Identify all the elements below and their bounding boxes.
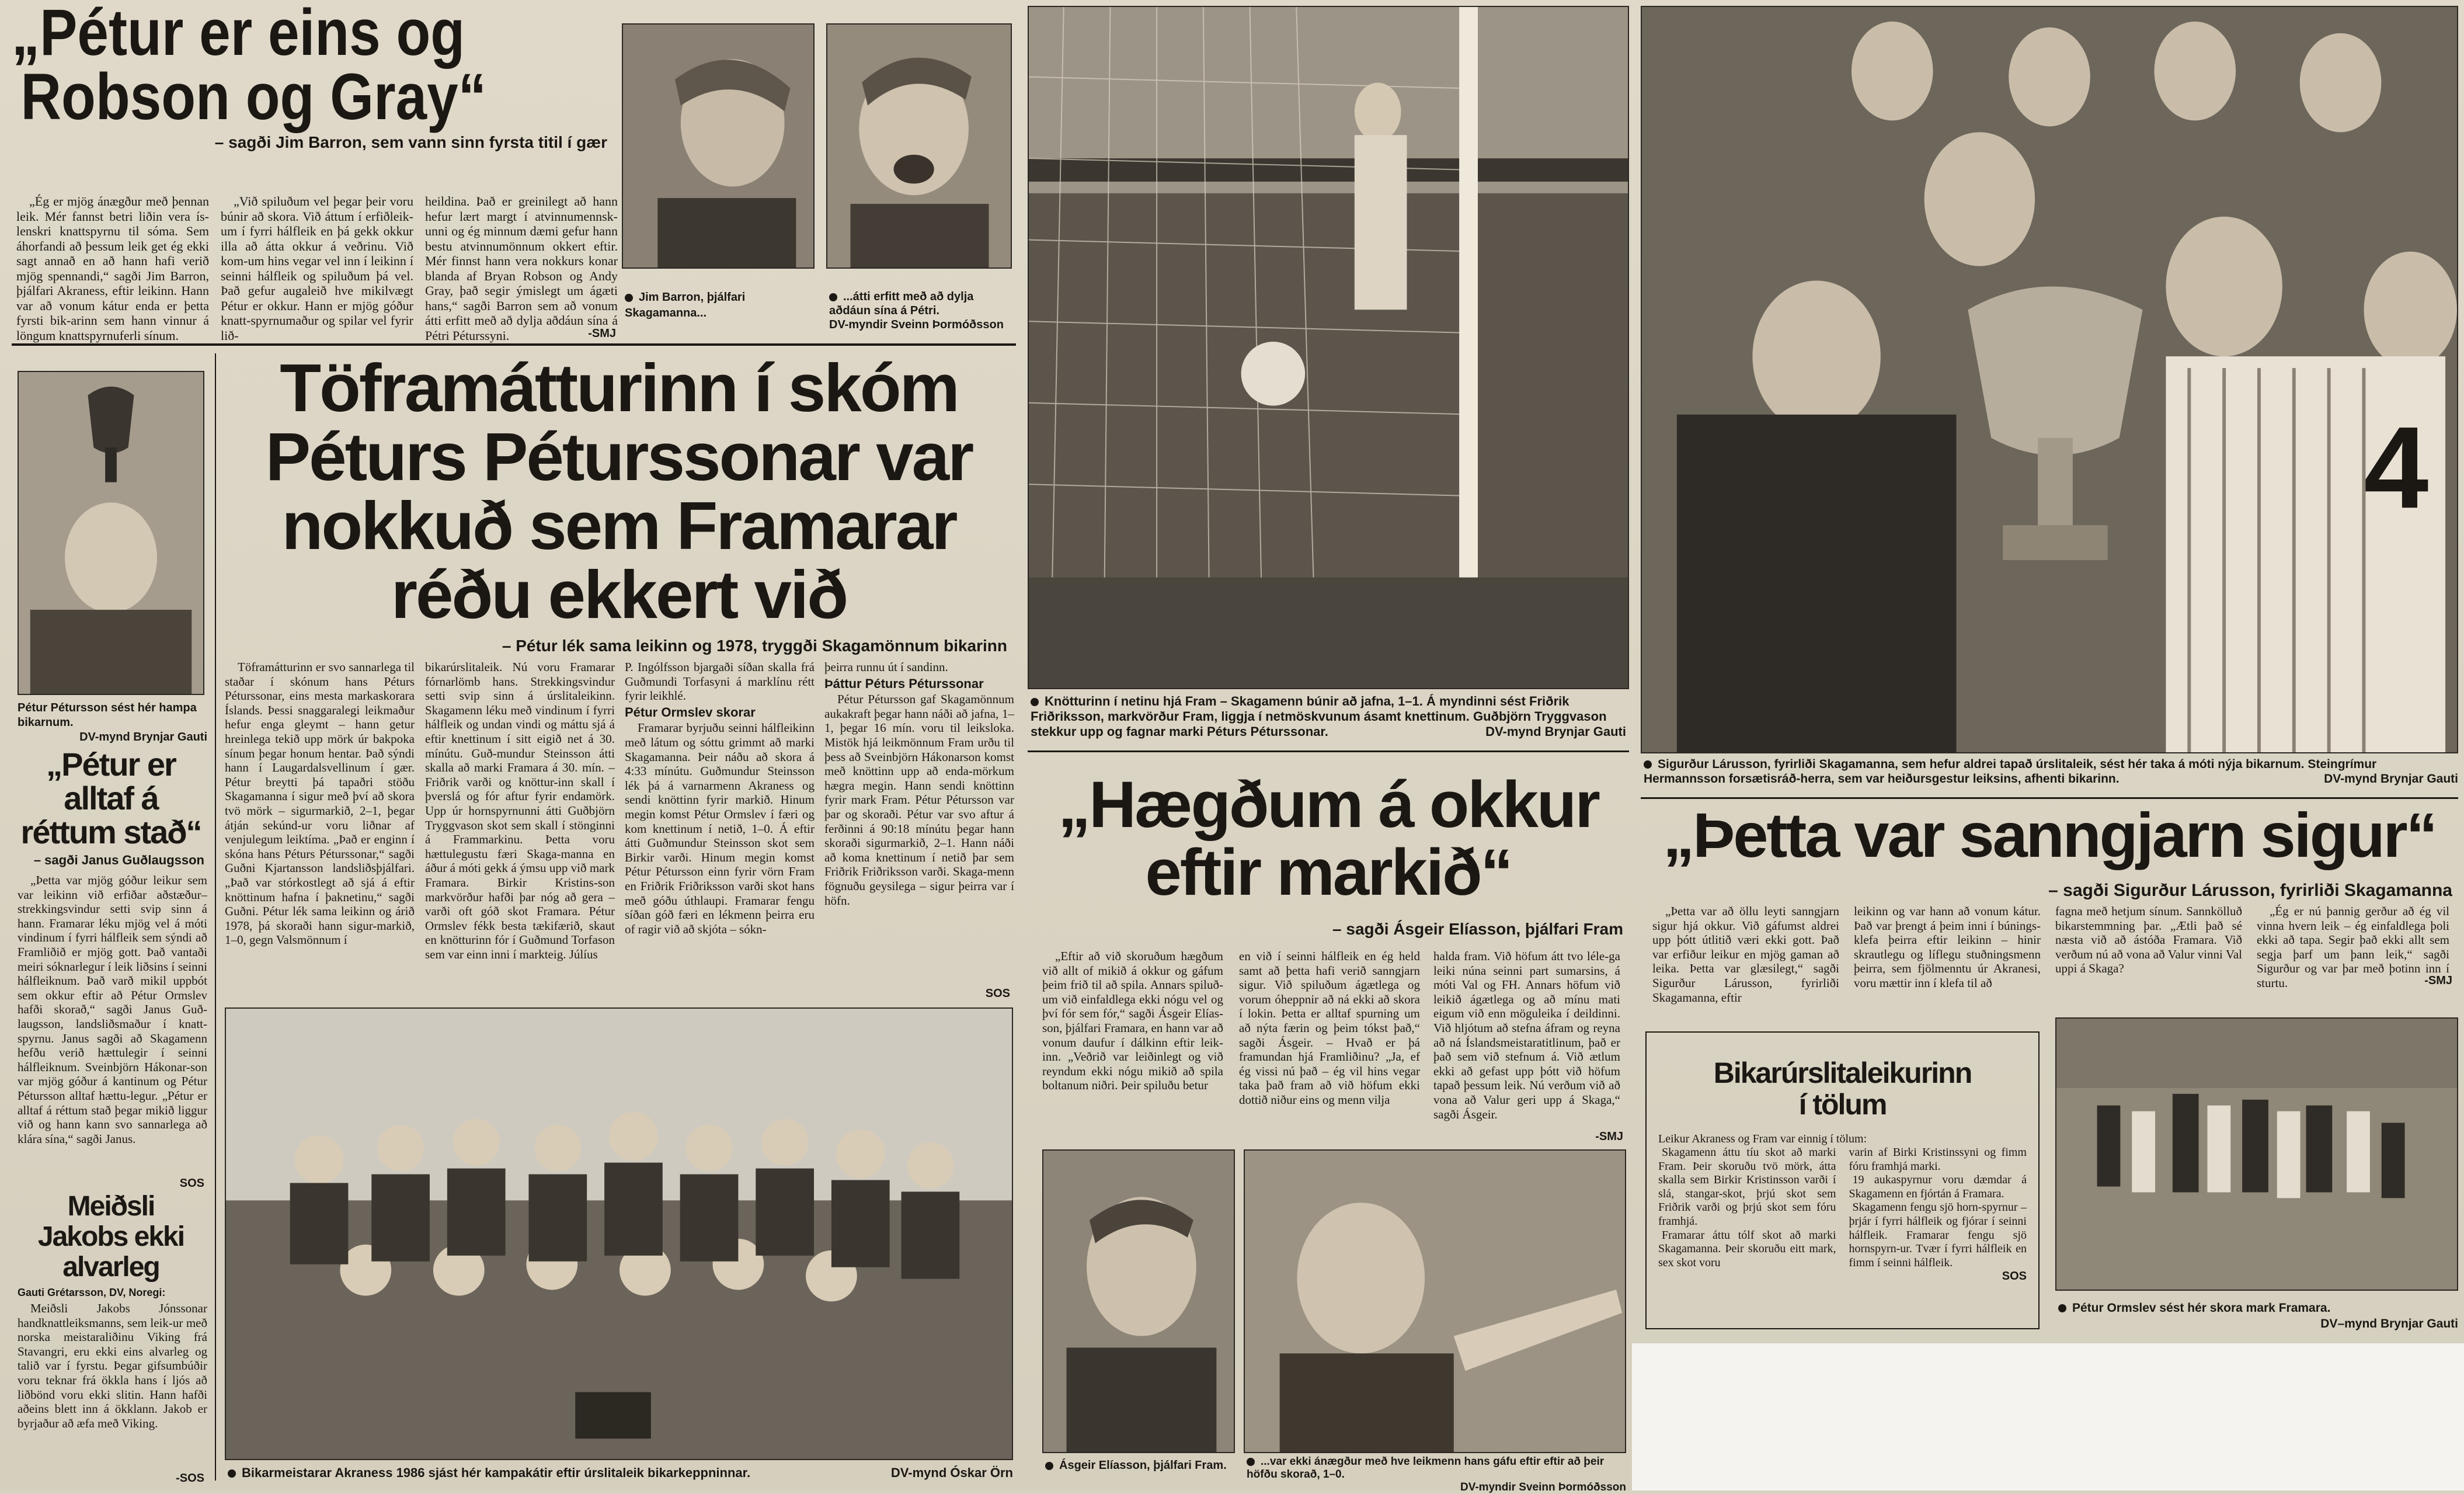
signature: -SMJ (1595, 1130, 1623, 1143)
article-robson-col1 (16, 194, 209, 345)
paragraph: þeirra runnu út í sandinn. (824, 660, 948, 674)
photo-caption-ormslev (2058, 1300, 2458, 1332)
stats-col-right (1849, 1146, 2027, 1284)
trophy-col3 (2055, 904, 2242, 1036)
stats-columns (1658, 1146, 2027, 1284)
photo-petur-trophy (18, 371, 204, 695)
photo-credit: DV-mynd Brynjar Gauti (2324, 772, 2458, 786)
byline: Gauti Grétarsson, DV, Noregi: (18, 1287, 166, 1298)
signature: -SMJ (2424, 974, 2452, 987)
headline-line-4: réðu ekkert við (391, 557, 847, 633)
photo-ormslev-goal (2055, 1017, 2458, 1291)
photo-trophy-presentation (1641, 6, 2458, 753)
signature: -SMJ (588, 327, 616, 340)
signature: SOS (2002, 1270, 2027, 1283)
bullet-icon (1247, 1458, 1255, 1466)
paragraph: fagna með hetjum sínum. Sannkölluð bikarstemmning þar. „Ætli það sé næsta við að ástóða Framara. Við verðum nú að vona að Valur vinni Val uppi á Skaga? (2055, 904, 2242, 976)
jersey-number: 4 (2364, 402, 2429, 533)
section-heading: Pétur Ormslev skorar (625, 704, 756, 720)
article-robson-col3 (425, 194, 618, 343)
fram-col3 (1433, 949, 1620, 1124)
bullet-icon (2058, 1304, 2066, 1312)
photo-caption-asgeir-1 (1045, 1458, 1238, 1474)
stats-item (1849, 1173, 2027, 1201)
side-headline-alltaf (18, 748, 204, 849)
photo-asgeir-2 (1244, 1149, 1626, 1453)
article-robson-headline (12, 0, 607, 169)
caption-text: ...var ekki ánægður með hve leikmenn hans gáfu eftir eftir að þeir höfðu skorað, 1–0. (1247, 1455, 1605, 1481)
paragraph: Pétur Pétursson gaf Skagamönnum aukakraft þegar hann náði að jafna, 1–1, þegar 16 mín. voru til leiksloka. Mistök hjá leikmönnum Fram urðu til þess að Sveinbjörn Hákonarson komst með knöttinn upp að enda-mörkum hægra megin. Hann sendi knöttinn fyrir mark Fram. Pétur Pétursson var þar og skoraði. Pétur var svo aftur á ferðinni á 90:18 mínútu þegar hann skoraði sigurmarkið, 2–1. Hann náði að koma knettinum í netið þar sem Friðrik Friðriksson varði. Skaga-menn fögnuðu geysilega – sigur þeirra var í höfn. (824, 692, 1014, 908)
trophy-subheadline: – sagði Sigurður Lárusson, fyrirliði Skagamanna (2048, 881, 2452, 900)
caption-text: Sigurður Lárusson, fyrirliði Skagamanna, sem hefur aldrei tapað úrslitaleik, sést hér taka á móti nýja bikarnum. Steingrímur Hermannsson forsætisráð-herra, sem var heiðursgestur leiksins, afhenti bikarinn. (1644, 758, 2377, 786)
fram-col2 (1239, 949, 1420, 1124)
paragraph: leikinn og var hann að vonum kátur. Það var þrengt á þeim inni í búnings-klefa þeirra eftir leikinn – hinir skrautlegu og líflegu stuðningsmenn þeirra, sem fjölmenntu úr Akranesi, voru mættir inn í klefa til að (1854, 904, 2041, 990)
caption-text: Bikarmeistarar Akraness 1986 sjást hér kampakátir eftir úrslitaleik bikarkeppninnar. (242, 1465, 751, 1480)
photo-asgeir-1 (1042, 1149, 1235, 1453)
article-robson-col2 (221, 194, 413, 345)
stats-item-text: Skagamenn fengu sjö horn-spyrnur – þrjár í fyrri hálfleik og fjórar í seinni hálfleik. Framarar fengu sjö hornspyrn-ur. Tvær í fyrri hálfleik en fimm í seinni hálfleik. (1849, 1201, 2027, 1269)
paragraph: Töframátturinn er svo sannarlega til staðar í skónum hans Péturs Péturssonar, eins mesta markaskorara Íslands. Þessi snaggaralegi leikmaður hefur enga gleymt – hann getur hreinlega tekið upp mörk úr bakpoka sínum þegar honum hentar. Það sýndi hann í Laugardalsvellinum í gær. Pétur breytti þá tapaðri stöðu Skagamanna í sigur með því að skora tvö mörk – sigurmarkið, 2–1, þegar átján sekúnd-ur voru liðnar af venjulegum leiktíma. „Það er enginn í skóna hans Péturs Péturssonar,“ sagði Guðni Kjartansson landsliðsþjálfari. „Það var stórkostlegt að sjá á eftir knöttinum hafna í þaknetinu,“ sagði Guðni. Pétur lék sama leikinn og árið 1978, þá skoraði hann sigur-markið, 1–0, gegn Valsmönnum í (225, 660, 415, 947)
fram-subheadline: – sagði Ásgeir Elíasson, þjálfari Fram (1332, 920, 1623, 938)
side-headline-meidsli (18, 1191, 204, 1283)
headline-line-3: nokkuð sem Framarar (281, 488, 956, 564)
stats-item-text: varin af Birki Kristinssyni og fimm fóru framhjá marki. (1849, 1146, 2027, 1173)
stats-heading-1: Bikarúrslitaleikurinn (1713, 1057, 1972, 1089)
headline-line: Jakobs ekki (37, 1221, 185, 1252)
photo-credit: DV-mynd Óskar Örn (890, 1465, 1013, 1480)
photo-goal-net (1028, 6, 1629, 689)
headline-line-2: eftir markið“ (1145, 836, 1512, 909)
stats-box (1645, 1031, 2040, 1329)
caption-text: Pétur Pétursson sést hér hampa bikarnum. (18, 701, 197, 729)
photo-jim-barron-2 (826, 23, 1012, 269)
stats-heading-2: í tölum (1798, 1088, 1887, 1121)
headline-line-1: „Pétur er eins og (12, 0, 465, 69)
main-headline (225, 350, 1013, 633)
divider (1028, 751, 1629, 752)
side-body-2 (18, 1301, 207, 1476)
paragraph: „Við spiluðum vel þegar þeir voru búnir að skora. Við áttum í erfiðleik-um í fyrri hálfleik en þá gekk okkur illa að átta okkur á veðrinu. Við kom-um hins vegar vel inn í leikinn í seinni hálfleik og spiluðum þá vel. Það gefur augaleið hve mikilvægt Pétur er okkur. Hann er mjög góður knatt-spyrnumaður og spilar vel fyrir lið- (221, 194, 413, 343)
paragraph: P. Ingólfsson bjargaði síðan skalla frá Guðmundi Torfasyni á marklínu rétt fyrir leikhlé. (625, 660, 815, 703)
trophy-col4 (2257, 904, 2449, 1036)
subheadline: – sagði Jim Barron, sem vann sinn fyrsta titil í gær (214, 133, 607, 151)
stats-item-text: Framarar áttu tólf skot að marki Skagamanna. Þeir skoruðu eitt mark, sex skot voru (1658, 1228, 1836, 1269)
stats-item (1849, 1201, 2027, 1270)
headline-line-1: Töframátturinn í skóm (280, 350, 958, 426)
column-divider (215, 353, 216, 1481)
photo-credit: DV-mynd Brynjar Gauti (1485, 724, 1626, 739)
side-subheadline: – sagði Janus Guðlaugsson (33, 853, 204, 867)
main-subheadline: – Pétur lék sama leikinn og 1978, tryggði Skagamönnum bikarinn (502, 637, 1007, 655)
bullet-icon (1644, 760, 1652, 769)
paragraph: „Ég er nú þannig gerður að ég vil vinna hvern leik – ég einfaldlega þoli ekki að tapa. Segir það ekki allt sem segja þarf um þann leik,“ sagði Sigurður og var þar með þotinn inn í sturtu. (2257, 904, 2449, 990)
bullet-icon (1031, 698, 1039, 706)
bullet-icon (625, 294, 633, 302)
caption-text: ...átti erfitt með að dylja aðdáun sína á Pétri. (829, 290, 974, 317)
photo-caption-barron-2 (829, 290, 1015, 332)
paragraph: bikarúrslitaleik. Nú voru Framarar fórnarlömb hans. Strekkingsvindur setti svip sinn á úrslitaleikinn. Skagamenn léku með vindinum í fyrri hálfleik og undan vindi og máttu sjá á eftir knettinum í sitt eigið net á 30. mínútu. Guð-mundur Steinsson átti skalla að marki Framara á 30. mín. – Friðrik varði og knöttur-inn skall í þverslá og fór aftur fyrir endamörk. Upp úr hornspyrnunni átti Guðbjörn Tryggvason skot sem skall í stönginni á Frammarkinu. Þetta voru hættulegustu færi Skaga-manna en áður á móti gekk á ýmsu upp við mark Framara. Birkir Kristins-son markvörður hafði þar nóg að gera – varði oft góð skot Framara. Pétur Ormslev fékk besta tækifærið, skaut en knötturinn fór í Guðmund Torfason sem var einn inni í markteig. Júlíus (425, 660, 615, 961)
side-body (18, 873, 207, 1177)
trophy-col2 (1854, 904, 2041, 1036)
caption-text: Jim Barron, þjálfari Skagamanna... (625, 291, 746, 319)
section-heading: Þáttur Péturs Péturssonar (824, 676, 984, 691)
photo-caption-petur (18, 701, 207, 745)
fram-headline (1028, 768, 1629, 909)
signature: SOS (179, 1177, 204, 1190)
headline-line: Meiðsli (67, 1191, 155, 1222)
headline-line: réttum stað“ (20, 814, 201, 850)
photo-credit: DV-myndir Sveinn Þormóðsson (829, 318, 1004, 331)
stats-col-left (1658, 1146, 1836, 1284)
photo-caption-team (228, 1465, 1013, 1481)
photo-team-celebration (225, 1007, 1013, 1460)
signature: SOS (985, 987, 1010, 1000)
trophy-col1 (1652, 904, 1839, 1036)
paragraph: „Þetta var að öllu leyti sanngjarn sigur hjá okkur. Við gáfumst aldrei upp þótt útlitið væri ekki gott. Það var erfiður leikur en mjög gaman að leika. Þetta var glæsilegt,“ sagði Sigurður Lárusson, fyrirliði Skagamanna, eftir (1652, 904, 1839, 1005)
headline-line-1: „Hægðum á okkur (1058, 768, 1599, 841)
signature: -SOS (176, 1472, 204, 1485)
headline-line-2: Robson og Gray“ (20, 60, 486, 133)
stats-intro: Leikur Akraness og Fram var einnig í tölum: (1658, 1132, 1867, 1145)
photo-caption-goal (1031, 694, 1626, 739)
bullet-icon (1045, 1462, 1053, 1470)
photo-jim-barron-1 (622, 23, 815, 269)
paragraph: heildina. Það er greinilegt að hann hefur lært margt í atvinnumennsk-unni og ég minnum dæmi gefur hann bestu atvinnumönnum okkert eftir. Mér finnst hann vera nokkurs konar blanda af Bryan Robson og Andy Gray, það segir ýmislegt um ágæti hans,“ sagði Barron sem að vonum átti erfitt með að dylja aðdáun sína á Pétri Péturssyni. (425, 194, 618, 343)
photo-caption-trophy (1644, 757, 2458, 786)
paragraph: halda fram. Við höfum átt tvo léle-ga leiki núna seinni part sumarsins, á móti Val og FH. Annars höfum við leikið ágætlega og að mínu mati eigum við enn möguleika í deildinni. Við hljótum að stefna áfram og reyna að ná Íslandsmeistaratitlinum, það er það sem við stefnum á. Við ætlum ekki að gefast upp þótt við höfum tapað þessum leik. Nú verðum við að vona að Valur geri upp á Skaga,“ sagði Ásgeir. (1433, 949, 1620, 1121)
paragraph: Framarar byrjuðu seinni hálfleikinn með látum og sóttu grimmt að marki Skagamanna. Þeir náðu að skora á 4:33 mínútu. Guðmundur Steinsson lék þá á varnarmenn Akraness og sendi knöttinn fyrir markið. Hinum megin komst Pétur Ormslev í færi og kom knettinum í netið, 1–0. Á eftir átti Guðmundur Steinsson skot sem Birkir varði. Hinum megin komst Pétur Pétursson einn fyrir vörn Fram en Friðrik Friðriksson varði skot hans með góðu úthlaupi. Framarar fengu síðan góð færi en lékmenn þeirra eru of ragir við að skjóta – sókn- (625, 721, 815, 936)
caption-text: Knötturinn í netinu hjá Fram – Skagamenn búnir að jafna, 1–1. Á myndinni sést Friðrik Friðriksson, markvörður Fram, liggja í netmöskvunum ásamt knettinum. Guðbjörn Tryggvason stekkur upp og fagnar marki Péturs Péturssonar. (1031, 694, 1607, 739)
photo-credit: DV–mynd Brynjar Gauti (2320, 1317, 2458, 1330)
blank-page-area (1632, 1343, 2464, 1490)
paragraph: Meiðsli Jakobs Jónssonar handknattleiksmanns, sem leik-ur með norska meistaraliðinu Viking frá Stavangri, eru ekki eins alvarleg og talið var í fyrstu. Þegar gifsumbúðir voru teknar frá ökkla hans í ljós að liðbönd voru ekki slitin. Hann hafði aðeins blett inn á ökklann. Jakob er byrjaður að æfa með Viking. (18, 1301, 207, 1430)
stats-item-text: 19 aukaspyrnur voru dæmdar á Skagamenn en fjórtán á Framara. (1849, 1173, 2027, 1200)
main-col4 (824, 660, 1014, 987)
caption-text: Pétur Ormslev sést hér skora mark Framara. (2072, 1301, 2331, 1315)
headline-line: „Pétur er (46, 746, 176, 783)
divider (12, 343, 1016, 346)
photo-caption-asgeir-2 (1247, 1455, 1626, 1494)
trophy-headline: „Þetta var sanngjarn sigur“ (1663, 800, 2436, 870)
bullet-icon (829, 293, 837, 301)
headline-line: alvarleg (62, 1252, 159, 1283)
paragraph: en við í seinni hálfleik en ég held samt að þetta hafi verið sanngjarn sigur. Við spiluðum ágætlega og vorum óheppnir að ná ekki að skora í lokin. Þetta er alltaf spurning um að nýta færin og þeim tókst það,“ sagði Ásgeir. – Hvað er þá framundan hjá Framliðinu? „Ja, ef ég vissi nú það – ég vil hins vegar taka það fram að við höfum ekki dottið niður eins og menn vilja (1239, 949, 1420, 1107)
photo-credit: DV-mynd Brynjar Gauti (79, 731, 207, 743)
photo-caption-barron-1 (625, 290, 817, 321)
paragraph: „Þetta var mjög góður leikur sem var leikinn við erfiðar aðstæður– strekkingsvindur setti svip sinn á hann. Framarar léku mjög vel á móti vindinum í fyrri hálfleik sem sýndi að Framliðið er mjög gott. Það vantaði meiri sóknarlegur í leik liðsins í seinni hálfleiknum. Það varð mikil uppbót sem okkur eftir að Pétur Ormslev hafði skorað,“ sagði Janus Guð-laugsson, landsliðsmaður í knatt-spyrnu. Janus sagði að Skagamenn hefðu verið hættulegir í seinni hálfleiknum. Sveinbjörn Hákonar-son var mjög góður á kantinum og Pétur Pétursson alltaf hættu-legur. „Pétur er alltaf á réttum stað þegar mikið liggur við og hann kann svo sannarlega að klára sína,“ sagði Janus. (18, 873, 207, 1146)
headline-line: alltaf á (64, 780, 158, 817)
stats-item-text: Skagamenn áttu tíu skot að marki Fram. Þeir skoruðu tvö mörk, átta skalla sem Birkir Kristinsson varði í slá, stangar-skot, þrjú skot sem Friðrik varði og þrjú skot sem fóru framhjá. (1658, 1146, 1836, 1228)
headline-line-2: Péturs Péturssonar var (265, 419, 973, 495)
photo-credit: DV-myndir Sveinn Þormóðsson (1460, 1481, 1626, 1493)
paragraph: „Eftir að við skoruðum hægðum við allt of mikið á okkur og gáfum þeim frið til að spila. Annars spiluð-um við einfaldlega ekki nógu vel og því fór sem fór,“ sagði Ásgeir Elías-son, þjálfari Framara, en hann var að vonum daufur í dálkinn eftir leik-inn. „Veðrið var leiðinlegt og við reyndum ekki nógu mikið að spila boltanum niðri. Þeir spiluðu betur (1042, 949, 1223, 1093)
fram-col1 (1042, 949, 1223, 1124)
bullet-icon (228, 1469, 236, 1478)
stats-item (1849, 1146, 2027, 1173)
paragraph: „Ég er mjög ánægður með þennan leik. Mér fannst betri liðin vera ís-lenskri knattspyrnu til sóma. Sem áhorfandi að þessum leik get ég ekki sagt annað en að hann hafi verið mjög spennandi,“ sagði Jim Barron, þjálfari Akraness, eftir leikinn. Hann var að vonum kátur enda er þetta fyrsti bik-arinn sem hann vinnur á löngum knattspyrnuferli sínum. (16, 194, 209, 343)
caption-text: Ásgeir Elíasson, þjálfari Fram. (1059, 1459, 1227, 1472)
stats-item (1658, 1146, 1836, 1229)
stats-item (1658, 1229, 1836, 1270)
